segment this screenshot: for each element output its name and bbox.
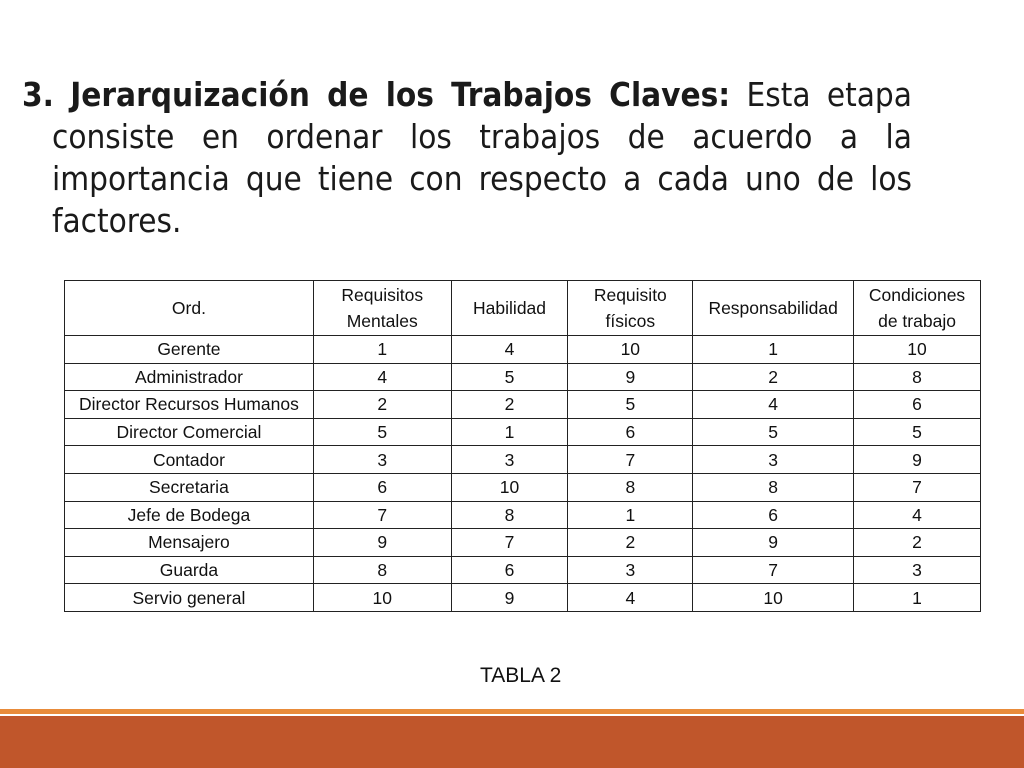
cell-value: 1 [693,336,854,364]
table-row [65,446,981,474]
heading-number: 3. [22,75,54,114]
cell-value: 8 [568,473,693,501]
cell-value: 5 [568,391,693,419]
table-row [65,473,981,501]
footer-band [0,716,1024,768]
table-row [65,336,981,364]
heading-bold-title: Jerarquización de los Trabajos Claves: [70,75,731,114]
header-requisito-fisicos: Requisito físicos [568,281,693,336]
cell-job: Gerente [65,336,314,364]
cell-value: 8 [313,556,451,584]
cell-value: 7 [568,446,693,474]
cell-value: 4 [693,391,854,419]
cell-value: 4 [568,584,693,612]
cell-value: 9 [568,363,693,391]
heading-title [22,75,730,114]
cell-value: 3 [693,446,854,474]
cell-value: 2 [451,391,568,419]
cell-value: 6 [854,391,981,419]
cell-value: 9 [451,584,568,612]
table-header-row [65,281,981,336]
header-responsabilidad: Responsabilidad [693,281,854,336]
cell-value: 1 [313,336,451,364]
header-habilidad: Habilidad [451,281,568,336]
cell-job: Guarda [65,556,314,584]
cell-value: 5 [313,418,451,446]
cell-value: 9 [313,529,451,557]
header-ord: Ord. [65,281,314,336]
cell-job: Director Comercial [65,418,314,446]
cell-value: 3 [854,556,981,584]
cell-value: 5 [451,363,568,391]
cell-value: 7 [451,529,568,557]
cell-value: 4 [451,336,568,364]
cell-value: 10 [313,584,451,612]
cell-job: Jefe de Bodega [65,501,314,529]
cell-value: 4 [313,363,451,391]
cell-value: 2 [568,529,693,557]
cell-value: 1 [451,418,568,446]
cell-value: 7 [693,556,854,584]
cell-value: 1 [568,501,693,529]
table-row [65,363,981,391]
cell-value: 2 [854,529,981,557]
cell-value: 9 [854,446,981,474]
cell-value: 10 [854,336,981,364]
heading-body: Esta etapa consiste en ordenar los trabajos de acuerdo a la importancia que tiene con respecto a cada uno de los factores. [52,75,912,240]
cell-job: Mensajero [65,529,314,557]
table-row [65,418,981,446]
table-caption: TABLA 2 [480,664,562,687]
cell-value: 7 [854,473,981,501]
cell-job: Administrador [65,363,314,391]
cell-value: 3 [451,446,568,474]
cell-value: 8 [854,363,981,391]
table-row [65,501,981,529]
cell-value: 8 [451,501,568,529]
cell-value: 7 [313,501,451,529]
cell-value: 1 [854,584,981,612]
table-row [65,556,981,584]
cell-value: 6 [451,556,568,584]
cell-job: Secretaria [65,473,314,501]
cell-value: 4 [854,501,981,529]
cell-value: 9 [693,529,854,557]
cell-job: Servio general [65,584,314,612]
cell-value: 10 [451,473,568,501]
cell-value: 6 [568,418,693,446]
table-row [65,584,981,612]
jobs-ranking-table [64,280,981,612]
cell-value: 5 [693,418,854,446]
cell-value: 10 [568,336,693,364]
cell-value: 5 [854,418,981,446]
header-requisitos-mentales: Requisitos Mentales [313,281,451,336]
header-condiciones-de-trabajo: Condiciones de trabajo [854,281,981,336]
footer-accent-line [0,709,1024,714]
cell-job: Contador [65,446,314,474]
table-row [65,529,981,557]
cell-value: 2 [313,391,451,419]
slide-heading [22,74,912,242]
table-row [65,391,981,419]
cell-value: 3 [313,446,451,474]
cell-value: 6 [693,501,854,529]
cell-value: 10 [693,584,854,612]
cell-value: 2 [693,363,854,391]
cell-job: Director Recursos Humanos [65,391,314,419]
cell-value: 6 [313,473,451,501]
cell-value: 8 [693,473,854,501]
cell-value: 3 [568,556,693,584]
